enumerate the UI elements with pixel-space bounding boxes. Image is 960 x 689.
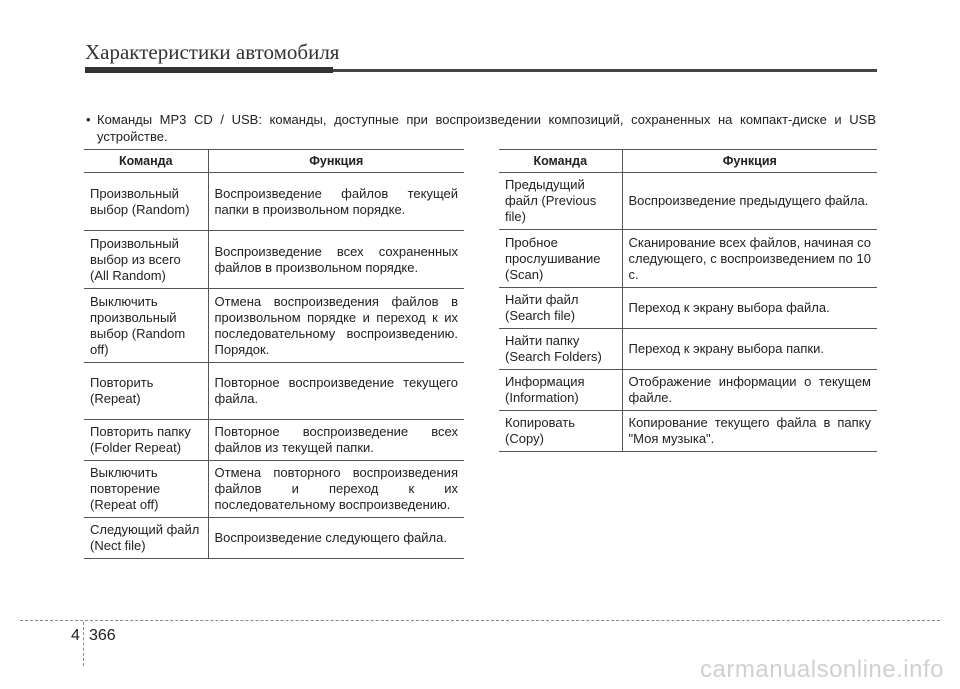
command-cell: Найти файл (Search file)	[499, 288, 622, 329]
command-cell: Повторить папку (Folder Repeat)	[84, 420, 208, 461]
function-cell: Отмена воспроизведения файлов в произвольном порядке и переход к их последовательному воспроизведению. Порядок.	[208, 289, 464, 363]
footer-rule	[20, 620, 940, 621]
function-cell: Воспроизведение предыдущего файла.	[622, 173, 877, 230]
commands-table-left	[84, 149, 464, 559]
intro-text: Команды MP3 CD / USB: команды, доступные при воспроизведении композиций, сохраненных на компакт-диске и USB устройстве.	[97, 112, 876, 144]
table-header-row	[84, 150, 464, 173]
function-cell: Воспроизведение всех сохраненных файлов в произвольном порядке.	[208, 231, 464, 289]
command-cell: Выключить повторение (Repeat off)	[84, 461, 208, 518]
column-header-command: Команда	[84, 150, 208, 173]
footer-separator	[83, 622, 84, 666]
command-cell: Информация (Information)	[499, 370, 622, 411]
chapter-number: 4	[71, 627, 80, 644]
table-row	[84, 173, 464, 231]
command-cell: Предыдущий файл (Previous file)	[499, 173, 622, 230]
command-cell: Пробное прослушивание (Scan)	[499, 230, 622, 288]
table-row	[499, 288, 877, 329]
command-cell: Произвольный выбор (Random)	[84, 173, 208, 231]
table-row	[499, 370, 877, 411]
column-header-command: Команда	[499, 150, 622, 173]
table-row	[499, 329, 877, 370]
function-cell: Переход к экрану выбора папки.	[622, 329, 877, 370]
table-row	[84, 461, 464, 518]
header-rule-accent	[85, 67, 333, 73]
command-cell: Следующий файл (Nect file)	[84, 518, 208, 559]
table-row	[84, 289, 464, 363]
function-cell: Воспроизведение файлов текущей папки в произвольном порядке.	[208, 173, 464, 231]
function-cell: Копирование текущего файла в папку "Моя музыка".	[622, 411, 877, 452]
watermark: carmanualsonline.info	[700, 656, 944, 683]
command-cell: Копировать (Copy)	[499, 411, 622, 452]
table-row	[84, 518, 464, 559]
command-cell: Найти папку (Search Folders)	[499, 329, 622, 370]
page-title: Характеристики автомобиля	[85, 40, 340, 64]
function-cell: Сканирование всех файлов, начиная со следующего, с воспроизведением по 10 с.	[622, 230, 877, 288]
table-row	[84, 231, 464, 289]
commands-table-right	[499, 149, 877, 452]
table-row	[499, 230, 877, 288]
column-header-function: Функция	[208, 150, 464, 173]
function-cell: Повторное воспроизведение всех файлов из текущей папки.	[208, 420, 464, 461]
table-row	[499, 173, 877, 230]
function-cell: Переход к экрану выбора файла.	[622, 288, 877, 329]
command-cell: Произвольный выбор из всего (All Random)	[84, 231, 208, 289]
table-row	[84, 420, 464, 461]
intro-bullet: •	[86, 112, 91, 127]
page-number: 366	[89, 627, 116, 644]
column-header-function: Функция	[622, 150, 877, 173]
table-header-row	[499, 150, 877, 173]
function-cell: Воспроизведение следующего файла.	[208, 518, 464, 559]
table-row	[84, 363, 464, 420]
function-cell: Повторное воспроизведение текущего файла.	[208, 363, 464, 420]
function-cell: Отмена повторного воспроизведения файлов и переход к их последовательному воспроизведению.	[208, 461, 464, 518]
function-cell: Отображение информации о текущем файле.	[622, 370, 877, 411]
command-cell: Выключить произвольный выбор (Random off)	[84, 289, 208, 363]
command-cell: Повторить (Repeat)	[84, 363, 208, 420]
table-row	[499, 411, 877, 452]
intro-paragraph	[86, 111, 876, 145]
